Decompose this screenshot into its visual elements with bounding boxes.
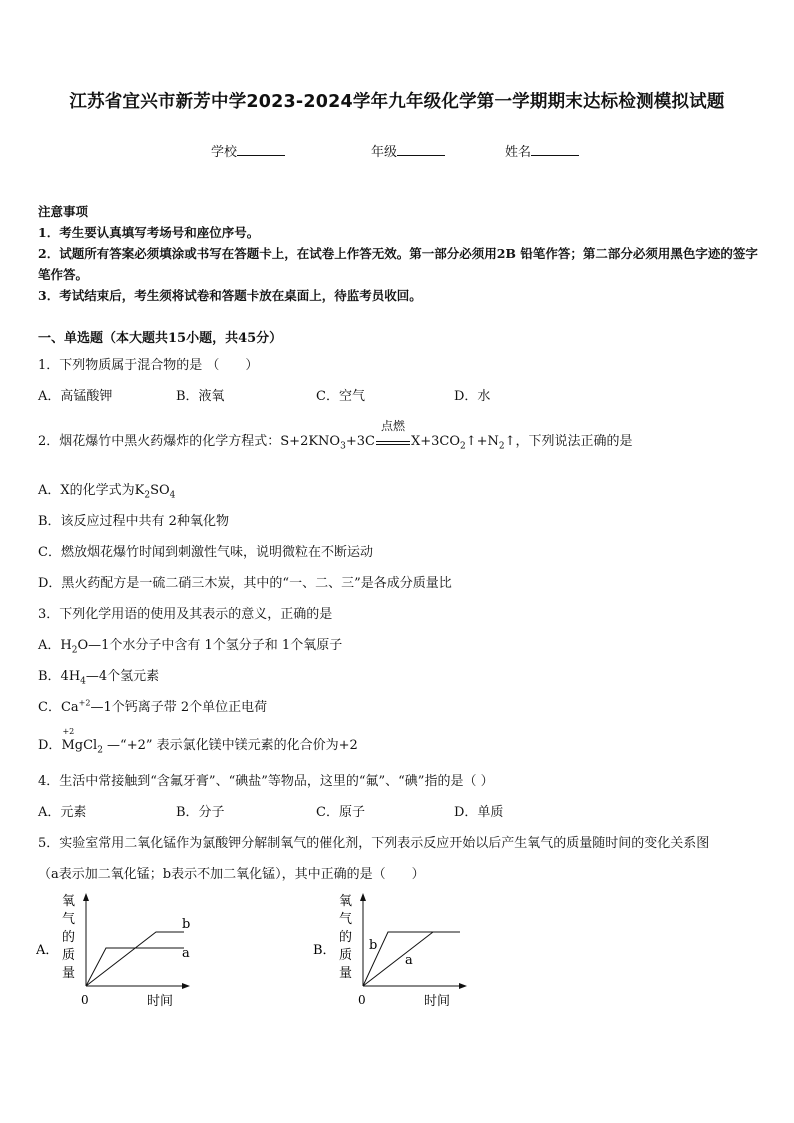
q2-option-a[interactable]: [38, 479, 175, 501]
graph-ylabel-char: 氧: [62, 894, 76, 909]
q3-option-d-text: D．: [38, 738, 62, 753]
graph-ylabel-char: 氧: [339, 894, 353, 909]
q3-option-c-text: C．Ca: [38, 700, 79, 715]
graph-xlabel: 时间: [147, 994, 174, 1009]
q3-option-d-text: —“+2” 表示氯化镁中镁元素的化合价为+2: [102, 738, 358, 753]
curve-b-label: b: [369, 938, 378, 953]
q3-option-b-text: —4个氢元素: [85, 669, 160, 684]
q3-sub: 4: [80, 676, 86, 687]
graph-ylabel-char: 质: [62, 948, 76, 963]
notes-item: 3．考试结束后，考生须将试卷和答题卡放在桌面上，待监考员收回。: [38, 288, 422, 303]
q3-option-b-text: B．4H: [38, 669, 81, 684]
q2-option-b[interactable]: B．该反应过程中共有 2种氧化物: [38, 514, 229, 529]
q1-option-c[interactable]: C．空气: [316, 389, 365, 404]
section-heading: 一、单选题（本大题共15小题，共45分）: [38, 331, 283, 346]
reaction-equals-sign: [376, 419, 410, 445]
grade-field[interactable]: [371, 141, 445, 160]
notes-section: [38, 201, 758, 306]
name-field[interactable]: [505, 141, 579, 160]
y-axis-arrow-icon: [360, 893, 366, 901]
q5-option-a[interactable]: [36, 890, 206, 1015]
q2-sub: 4: [169, 490, 176, 501]
q5-stem-line2: （a表示加二氧化锰；b表示不加二氧化锰），其中正确的是（ ）: [38, 867, 425, 882]
q3-option-a-text: O—1个水分子中含有 1个氢分子和 1个氧原子: [77, 638, 343, 653]
q2-stem-text: +N: [476, 434, 499, 449]
q4-stem: 4．生活中常接触到“含氟牙膏”、“碘盐”等物品，这里的“氟”、“碘”指的是（ ）: [38, 774, 494, 789]
notes-item: 1．考生要认真填写考场号和座位序号。: [38, 225, 260, 240]
x-axis-arrow-icon: [459, 983, 467, 989]
graph-ylabel-char: 量: [62, 966, 76, 981]
grade-label: 年级: [371, 145, 398, 160]
q2-sub: 2: [144, 490, 151, 501]
name-label: 姓名: [505, 145, 532, 160]
graph-option-label: A．: [36, 943, 59, 958]
q3-option-a-text: A．H: [38, 638, 72, 653]
q5-graph-a: [36, 890, 206, 1015]
graph-option-label: B．: [313, 943, 336, 958]
graph-ylabel-char: 量: [339, 966, 353, 981]
q2-stem: [38, 419, 633, 452]
q2-sub: 3: [340, 441, 346, 452]
q3-option-c-text: —1个钙离子带 2个单位正电荷: [90, 700, 268, 715]
graph-origin: 0: [358, 993, 366, 1007]
q1-option-d[interactable]: D．水: [454, 389, 491, 404]
q4-option-d[interactable]: D．单质: [454, 805, 504, 820]
q4-option-b[interactable]: B．分子: [176, 805, 225, 820]
school-label: 学校: [211, 145, 238, 160]
q3-option-d[interactable]: [38, 727, 358, 756]
q2-stem-text: +3C: [345, 434, 375, 449]
q2-sub: 2: [498, 441, 505, 452]
q4-option-c[interactable]: C．原子: [316, 805, 365, 820]
name-blank[interactable]: [531, 143, 579, 156]
graph-ylabel-char: 的: [339, 930, 353, 945]
q2-stem-text: X+3CO: [410, 434, 460, 449]
q2-option-a-text: A．X的化学式为K: [38, 483, 145, 498]
reaction-condition: 点燃: [380, 419, 405, 433]
gas-arrow-icon: ↑: [504, 434, 516, 449]
element-symbol: M: [61, 738, 75, 753]
graph-ylabel-char: 气: [339, 912, 353, 927]
q3-sup: +2: [78, 698, 91, 708]
page-title: 江苏省宜兴市新芳中学2023-2024学年九年级化学第一学期期末达标检测模拟试题: [69, 92, 725, 112]
q2-stem-text: 2．烟花爆竹中黑火药爆炸的化学方程式：S+2KNO: [38, 434, 341, 449]
school-field[interactable]: [211, 141, 285, 160]
q4-option-a[interactable]: A．元素: [38, 805, 87, 820]
graph-ylabel-char: 气: [62, 912, 76, 927]
curve-a-label: a: [405, 953, 413, 968]
x-axis-arrow-icon: [182, 983, 190, 989]
q3-option-b[interactable]: [38, 665, 159, 687]
q5-option-b[interactable]: [313, 890, 483, 1015]
curve-a: [86, 948, 184, 986]
q1-option-b[interactable]: B．液氧: [176, 389, 225, 404]
q3-sub: 2: [97, 745, 103, 756]
q3-option-d-text: gCl: [74, 738, 98, 753]
valence-symbol: [61, 727, 75, 753]
valence-mark: +2: [62, 727, 75, 736]
q2-sub: 2: [459, 441, 466, 452]
curve-a-label: a: [182, 946, 190, 961]
q1-option-a[interactable]: A．高锰酸钾: [38, 389, 113, 404]
gas-arrow-icon: ↑: [465, 434, 477, 449]
q3-sub: 2: [71, 645, 78, 656]
notes-heading: 注意事项: [38, 204, 89, 219]
graph-ylabel-char: 质: [339, 948, 353, 963]
notes-item: 2．试题所有答案必须填涂或书写在答题卡上，在试卷上作答无效。第一部分必须用2B 铅笔作答；第二部分必须用黑色字迹的签字笔作答。: [38, 246, 758, 282]
graph-xlabel: 时间: [424, 994, 451, 1009]
q2-option-d[interactable]: D．黑火药配方是一硫二硝三木炭，其中的“一、二、三”是各成分质量比: [38, 576, 452, 591]
grade-blank[interactable]: [397, 143, 445, 156]
q2-option-a-text: SO: [150, 483, 170, 498]
curve-b-label: b: [182, 917, 191, 932]
school-blank[interactable]: [237, 143, 285, 156]
q5-graph-b: [313, 890, 483, 1015]
graph-ylabel-char: 的: [62, 930, 76, 945]
q2-option-c[interactable]: C．燃放烟花爆竹时闻到刺激性气味，说明微粒在不断运动: [38, 545, 373, 560]
q1-stem: 1．下列物质属于混合物的是 （ ）: [38, 358, 259, 373]
q3-stem: 3．下列化学用语的使用及其表示的意义，正确的是: [38, 607, 333, 622]
y-axis-arrow-icon: [83, 893, 89, 901]
q3-option-c[interactable]: [38, 696, 267, 715]
q3-option-a[interactable]: [38, 634, 342, 656]
graph-origin: 0: [81, 993, 89, 1007]
q2-stem-text: ，下列说法正确的是: [515, 434, 633, 449]
q5-stem-line1: 5．实验室常用二氧化锰作为氯酸钾分解制氧气的催化剂，下列表示反应开始以后产生氧气的质量随时间的变化关系图: [38, 836, 710, 851]
